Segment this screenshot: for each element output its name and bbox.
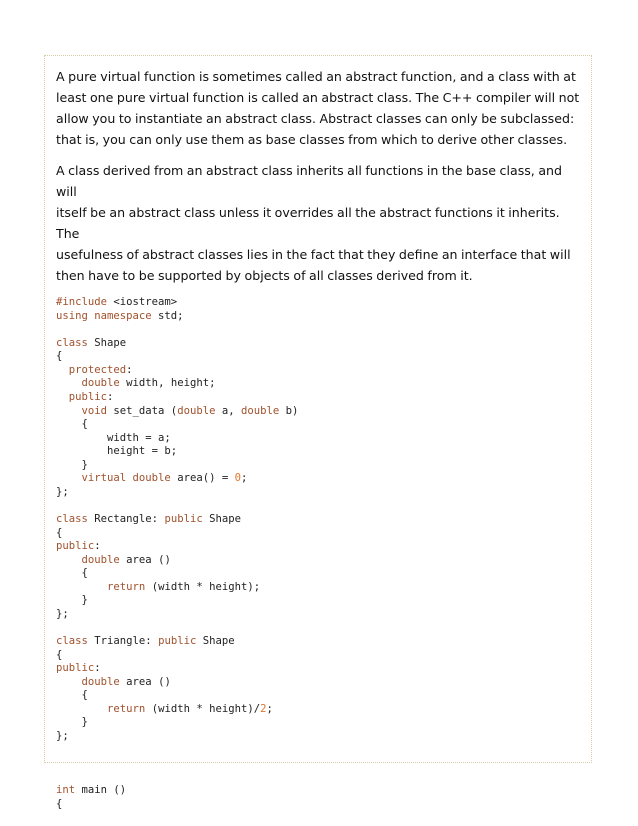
code-keyword: double xyxy=(81,675,120,688)
code-text: width = a; xyxy=(56,431,171,444)
code-keyword: using namespace xyxy=(56,309,152,322)
code-text: <iostream> xyxy=(107,296,178,308)
code-text: } xyxy=(56,594,88,607)
code-number: 0 xyxy=(234,472,241,485)
code-number: 2 xyxy=(260,702,267,715)
code-text: : xyxy=(126,363,133,376)
code-text: { xyxy=(56,526,63,539)
code-keyword: public xyxy=(158,635,197,648)
code-keyword: public xyxy=(68,390,108,403)
code-keyword: public xyxy=(56,662,95,675)
code-keyword: public xyxy=(164,513,203,525)
code-text: }; xyxy=(56,607,69,620)
code-text: { xyxy=(56,567,88,580)
code-line xyxy=(56,513,580,527)
code-text xyxy=(56,391,69,403)
code-keyword: virtual double xyxy=(81,472,171,485)
code-keyword: class xyxy=(56,336,88,349)
code-line xyxy=(56,703,580,717)
code-line xyxy=(56,472,580,486)
code-block xyxy=(56,296,580,811)
code-text: height = b; xyxy=(56,445,178,458)
code-text xyxy=(56,377,82,389)
code-line xyxy=(56,689,580,703)
code-line xyxy=(56,432,580,446)
code-line xyxy=(56,527,580,541)
code-line xyxy=(56,581,580,595)
code-keyword: class xyxy=(56,635,88,648)
code-line xyxy=(56,798,580,812)
code-text: Shape xyxy=(202,513,241,525)
code-text: area () xyxy=(119,553,171,566)
code-text: area () xyxy=(119,675,171,688)
code-line xyxy=(56,594,580,608)
code-line xyxy=(56,771,580,785)
code-text: { xyxy=(56,797,63,810)
code-line xyxy=(56,499,580,513)
code-text: main () xyxy=(75,784,127,797)
paragraph-abstract-function: A pure virtual function is sometimes called an abstract function, and a class with at least one pure virtual function is called an abstract class. The C++ compiler will not allow you to instantiate an abstract class. Abstract classes can only be subclassed: that is, you can only use them as base classes from which to derive other classes. xyxy=(56,69,580,147)
code-line xyxy=(56,377,580,391)
code-line xyxy=(56,540,580,554)
code-line xyxy=(56,459,580,473)
code-line xyxy=(56,635,580,649)
code-line xyxy=(56,784,580,798)
code-text: Rectangle: xyxy=(87,513,165,525)
code-keyword: return xyxy=(107,580,146,593)
code-line xyxy=(56,323,580,337)
code-text: a, xyxy=(215,404,241,417)
code-text: : xyxy=(94,662,101,675)
code-keyword: public xyxy=(56,540,95,553)
code-text: { xyxy=(56,350,63,363)
code-line xyxy=(56,418,580,432)
code-line xyxy=(56,649,580,663)
code-text: ; xyxy=(240,472,248,485)
code-text xyxy=(56,581,107,593)
code-text xyxy=(56,405,82,417)
paragraph-derived-class: A class derived from an abstract class inherits all functions in the base class, and will itself be an abstract class unless it overrides all the abstract functions it inherits. The usefulness of abstract classes lies in the fact that they define an interface that will then have to be supported by objects of all classes derived from it. xyxy=(56,163,571,283)
code-line xyxy=(56,445,580,459)
code-line xyxy=(56,486,580,500)
code-keyword: double xyxy=(81,377,120,390)
code-line xyxy=(56,744,580,758)
code-text: (width * height); xyxy=(145,580,261,593)
document-panel xyxy=(44,55,592,810)
code-line xyxy=(56,676,580,690)
code-text: }; xyxy=(56,730,69,742)
code-text xyxy=(56,554,82,566)
code-keyword: void xyxy=(81,404,108,417)
code-line xyxy=(56,350,580,364)
code-keyword: class xyxy=(56,513,88,525)
code-text: } xyxy=(56,458,88,471)
code-line xyxy=(56,391,580,405)
code-line xyxy=(56,622,580,636)
code-line xyxy=(56,662,580,676)
code-text xyxy=(56,676,82,688)
code-text: (width * height)/ xyxy=(145,702,261,715)
code-keyword: protected xyxy=(68,363,127,376)
code-keyword: int xyxy=(56,784,76,797)
code-line xyxy=(56,608,580,622)
code-line xyxy=(56,730,580,744)
code-text: : xyxy=(107,390,114,403)
code-text xyxy=(56,364,69,376)
code-text: Triangle: xyxy=(87,635,159,648)
code-line xyxy=(56,567,580,581)
code-text: std; xyxy=(151,309,184,322)
code-text: } xyxy=(56,716,88,729)
code-keyword: return xyxy=(107,702,146,715)
code-text xyxy=(56,472,82,484)
code-text: }; xyxy=(56,485,69,498)
code-text: { xyxy=(56,418,88,431)
code-line xyxy=(56,716,580,730)
code-text: { xyxy=(56,689,88,702)
code-text: Shape xyxy=(87,336,127,349)
code-text: { xyxy=(56,648,63,661)
code-line xyxy=(56,405,580,419)
code-text: width, height; xyxy=(119,377,216,390)
code-keyword: double xyxy=(81,553,120,566)
code-text: set_data ( xyxy=(107,404,178,417)
code-line xyxy=(56,364,580,378)
code-text xyxy=(56,703,107,715)
code-text: b) xyxy=(279,404,299,417)
code-line xyxy=(56,757,580,771)
code-line xyxy=(56,337,580,351)
code-line xyxy=(56,296,580,310)
code-text: Shape xyxy=(196,635,235,648)
code-text: : xyxy=(94,540,101,553)
code-keyword: double xyxy=(177,404,216,417)
code-line xyxy=(56,310,580,324)
code-line xyxy=(56,554,580,568)
code-keyword: double xyxy=(241,404,280,417)
code-keyword: #include xyxy=(56,296,108,308)
code-text: area() = xyxy=(170,472,235,485)
code-text: ; xyxy=(266,702,273,715)
